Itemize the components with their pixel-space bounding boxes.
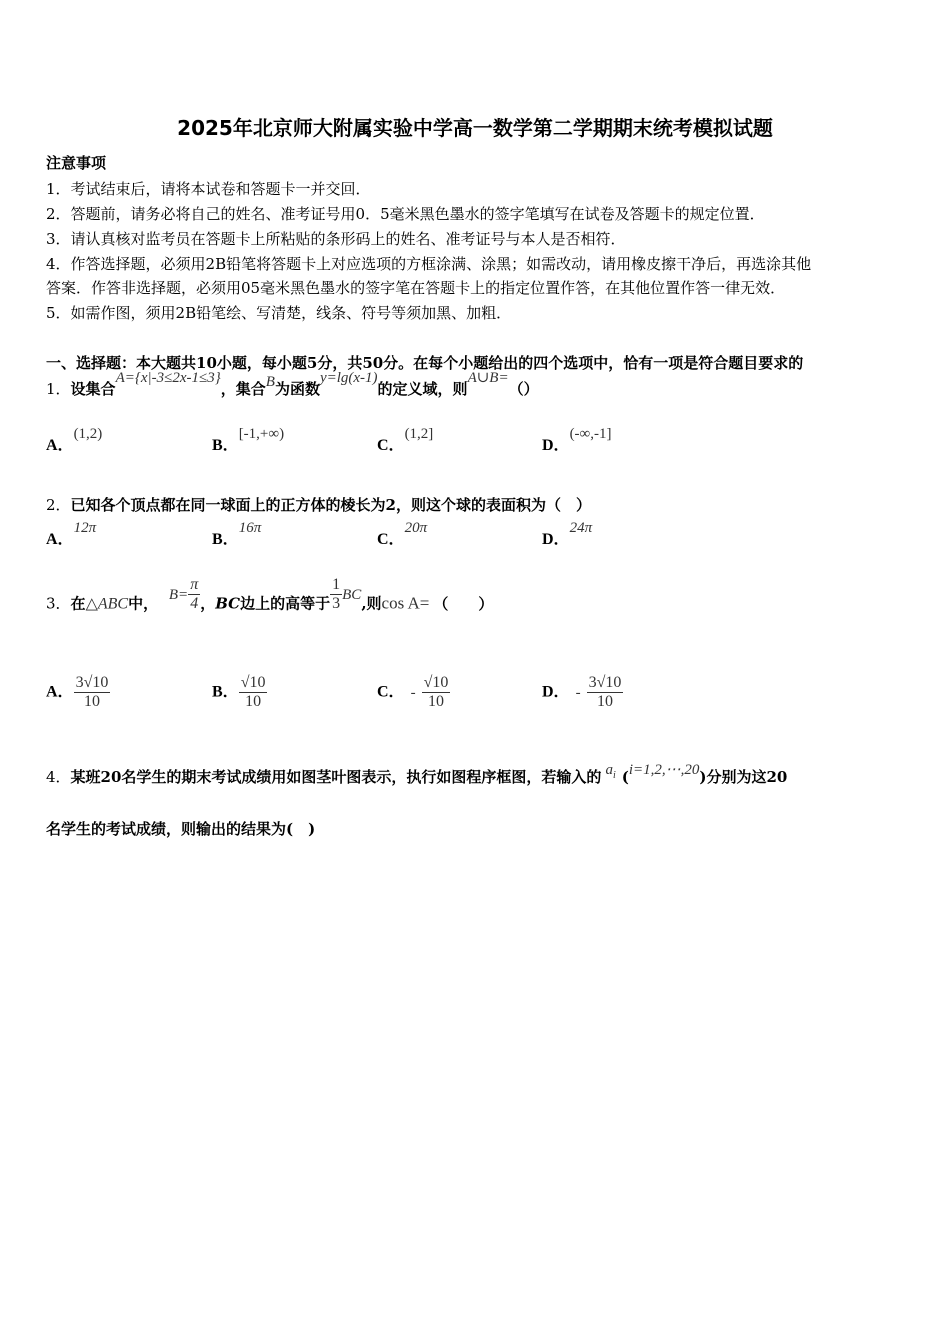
fraction-numerator: 1 [332, 576, 341, 593]
math-expression: B [265, 374, 275, 390]
question-3 [46, 576, 494, 623]
question-text: （） [508, 380, 539, 398]
option-value: 12π [73, 520, 97, 536]
option-label: B． [212, 531, 239, 548]
option-sign: - [575, 684, 581, 701]
fraction-denominator: 10 [245, 693, 262, 710]
option-value: [-1,+∞) [238, 426, 285, 442]
math-fraction [188, 576, 200, 613]
option-c [377, 520, 428, 549]
fraction-numerator: 3√10 [588, 674, 622, 691]
math-expression: BC [342, 586, 362, 603]
question-4 [46, 762, 788, 789]
math-fraction [239, 674, 268, 711]
question-text: 设集合 [70, 380, 116, 398]
question-number: 3． [46, 594, 71, 613]
option-label: B． [212, 683, 239, 701]
option-value: 16π [238, 520, 262, 536]
math-fraction [74, 674, 111, 711]
fraction-numerator: 3√10 [75, 674, 109, 691]
math-fraction [587, 674, 624, 711]
option-label: A． [46, 531, 74, 548]
section-heading: 一、选择题：本大题共10小题，每小题5分，共50分。在每个小题给出的四个选项中，恰有一项是符合题目要求的 [46, 354, 804, 372]
option-c [377, 426, 434, 455]
math-fraction [422, 674, 451, 711]
option-label: A． [46, 437, 74, 454]
option-label: B． [212, 437, 239, 454]
option-a [46, 520, 97, 549]
question-number: 1． [46, 380, 71, 398]
option-label: D． [542, 437, 570, 454]
math-expression: y=lg(x-1) [319, 370, 378, 386]
option-label: C． [377, 437, 405, 454]
math-expression: △ABC [85, 595, 129, 613]
question-text: ,则 [361, 594, 382, 613]
question-1 [46, 370, 539, 399]
question-text: 名学生的考试成绩，则输出的结果为( ) [46, 820, 316, 838]
fraction-numerator: √10 [423, 674, 449, 691]
math-subscript: i [612, 770, 616, 781]
option-sign: - [410, 684, 416, 701]
question-2 [46, 494, 591, 515]
option-a [46, 674, 110, 711]
option-c [377, 674, 450, 711]
math-expression: i=1,2,⋯,20 [628, 762, 700, 778]
math-expression: cos A= [381, 593, 430, 613]
notice-item: 5．如需作图，须用2B铅笔绘、写清楚，线条、符号等须加黑、加粗． [46, 304, 512, 322]
question-text: )分别为这20 [699, 768, 788, 786]
question-text: 在 [70, 594, 86, 613]
notice-item: 2．答题前，请务必将自己的姓名、准考证号用0．5毫米黑色墨水的签字笔填写在试卷及答题卡的规定位置． [46, 205, 765, 223]
fraction-denominator: 4 [190, 595, 199, 612]
math-expression: a [605, 762, 613, 778]
math-fraction [330, 576, 342, 613]
question-text: ，集合 [220, 380, 266, 398]
question-text: 的定义域，则 [377, 380, 468, 398]
notice-item: 3．请认真核对监考员在答题卡上所粘贴的条形码上的姓名、准考证号与本人是否相符． [46, 230, 626, 248]
notice-heading: 注意事项 [46, 154, 107, 172]
option-d [542, 520, 593, 549]
fraction-denominator: 3 [332, 595, 341, 612]
option-b [212, 674, 267, 711]
question-text: BC [215, 594, 241, 613]
fraction-numerator: π [190, 576, 199, 593]
question-text: 已知各个顶点都在同一球面上的正方体的棱长为2，则这个球的表面积为（ ） [70, 496, 591, 514]
question-text: ， [200, 594, 216, 613]
fraction-denominator: 10 [427, 693, 444, 710]
option-value: (1,2] [404, 426, 434, 442]
question-text: 边上的高等于 [240, 594, 331, 613]
math-expression: A={x|-3≤2x-1≤3} [115, 370, 221, 386]
math-expression: B= [168, 586, 189, 603]
question-text: 某班20名学生的期末考试成绩用如图茎叶图表示，执行如图程序框图，若输入的 [70, 768, 602, 786]
option-value: 24π [569, 520, 593, 536]
option-label: D． [542, 531, 570, 548]
option-label: C． [377, 531, 405, 548]
option-a [46, 426, 103, 455]
option-label: A． [46, 683, 74, 701]
fraction-numerator: √10 [240, 674, 266, 691]
question-text: 中， [128, 594, 159, 613]
math-expression: A∪B= [467, 370, 509, 386]
option-b [212, 520, 262, 549]
question-number: 2． [46, 496, 71, 514]
question-text: （ ） [433, 594, 494, 613]
fraction-denominator: 10 [596, 693, 613, 710]
notice-item: 4．作答选择题，必须用2B铅笔将答题卡上对应选项的方框涂满、涂黑；如需改动，请用橡皮擦干净后，再选涂其他 [46, 255, 812, 273]
option-label: C． [377, 683, 405, 701]
question-text: 为函数 [274, 380, 320, 398]
page-title: 2025年北京师大附属实验中学高一数学第二学期期末统考模拟试题 [177, 116, 773, 140]
question-number: 4． [46, 768, 71, 786]
option-b [212, 426, 285, 455]
option-label: D． [542, 683, 570, 701]
option-value: 20π [404, 520, 428, 536]
question-text: ( [621, 768, 629, 786]
option-d [542, 426, 612, 455]
option-value: (1,2) [73, 426, 103, 442]
notice-item: 答案．作答非选择题，必须用05毫米黑色墨水的签字笔在答题卡上的指定位置作答，在其他位置作答一律无效． [46, 279, 786, 297]
option-d [542, 674, 623, 711]
fraction-denominator: 10 [83, 693, 100, 710]
notice-item: 1．考试结束后，请将本试卷和答题卡一并交回． [46, 180, 371, 198]
option-value: (-∞,-1] [569, 426, 612, 442]
